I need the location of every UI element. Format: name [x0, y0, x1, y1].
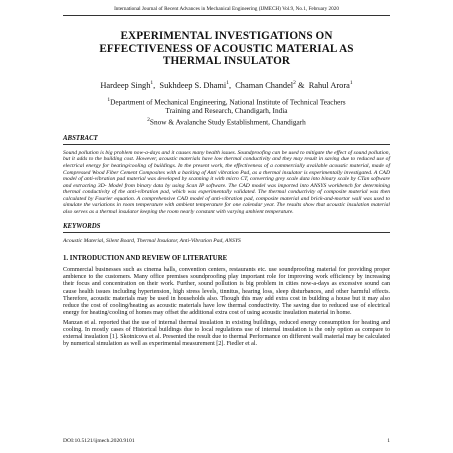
affiliations	[63, 96, 390, 127]
author-name: Chaman Chandel	[235, 80, 294, 90]
abstract-rule	[63, 144, 390, 145]
abstract-text: Sound pollution is big problem now-a-days and it causes many health issues. Soundproofing can be used to mitigate the effect of sound pollution, but it adds to the building cost. However, acoustic materials have low thermal conductivity and they may result in saving due to reduced use of electrical energy for heating/cooling of buildings. In the present work, the effectiveness of a commercially available acoustic material, made of Compressed Wood Fiber Cement Composites with a backing of Anti vibration Pad, as a thermal insulator is experimentally investigated. A CAD model of anti-vibration pad material was developed by scanning it with micro CT, converting grey scale data into binary scale by CTan software and extracting 3D- Model from binary data by using Scan IP software. The CAD model was imported into ANSYS workbench for determining thermal conductivity of the anti-vibration pad, which was experimentally validated. The thermal conductivity of composite material was then calculated by Fourier equation. A comprehensive CAD model of anti-vibration pad, composite material and brick-and-mortar wall was used to simulate the variations in room temperature with ambient temperature for one calendar year. The results show that acoustic insulation material also serves as a thermal insulator keeping the room nearly constant with varying ambient temperature.	[63, 149, 390, 215]
abstract-heading: ABSTRACT	[63, 134, 98, 142]
affiliation-2: $^2$Snow & Avalanche Study Establishment, Chandigarh	[147, 116, 306, 127]
author-affiliation-mark: 1	[226, 79, 229, 86]
introduction-heading: 1. INTRODUCTION AND REVIEW OF LITERATURE	[63, 255, 228, 263]
title-line-3: THERMAL INSULATOR	[162, 55, 291, 67]
title-line-2: EFFECTIVENESS OF ACOUSTIC MATERIAL AS	[99, 42, 354, 55]
introduction-body	[63, 267, 390, 348]
author-affiliation-mark: 2	[293, 79, 296, 86]
affiliation-1: $^1$Department of Mechanical Engineering, National Institute of Technical Teachers	[107, 97, 346, 107]
author-name: Hardeep Singh	[100, 80, 151, 90]
paragraph: Commercial businesses such as cinema halls, convention centers, restaurants etc. use soundproofing material for providing proper ambience to the customers. Many office premises soundproofing play important role for improving work efficiency by increasing their focus and concentration on their work. Further, sound pollution is big problem in cities now-a-days as excessive sound can cause health issues including hypertension, high stress levels, tinnitus, hearing loss, sleep disturbances, and other harmful effects. Therefore, acoustic materials may be used in households also. Though this may add extra cost in building a house but it may also reduce the cost of cooling/heating as acoustic materials have low thermal conductivity. The saving due to reduced use of electrical energy for heating/cooling of homes may offset the additional extra cost of using acoustic insulation material in home.	[63, 267, 390, 316]
author-affiliation-mark: 1	[150, 79, 154, 86]
keywords-rule	[63, 232, 390, 233]
author-affiliation-mark: 1	[349, 79, 353, 86]
page-footer	[63, 438, 390, 444]
paragraph: Manzan et al. reported that the use of internal thermal insulation in existing buildings, reduced energy consumption for heating and cooling. In mostly cases of Historical buildings due to local regulations use of internal insulation is the only option as compare to external insulation [1]. Skotnicova et al. Presented the result due to thermal Performance on different wall material may be calculated by numerical simulation as well as experimental measurement [2]. Fiedler et al.	[63, 319, 390, 347]
keywords-text: Acoustic Material, Silent Board, Thermal Insulator, Anti-Vibration Pad, ANSYS	[63, 238, 241, 245]
author-separator: ,	[153, 80, 158, 90]
author-separator: ,	[228, 80, 234, 90]
keywords-heading: KEYWORDS	[63, 223, 101, 231]
author-list	[63, 78, 390, 91]
author-separator: &	[295, 80, 307, 90]
title-line-1: EXPERIMENTAL INVESTIGATIONS ON	[120, 30, 333, 42]
author-name: Sukhdeep S. Dhami	[159, 80, 227, 90]
page-number: 1	[387, 438, 390, 444]
paper-title	[63, 30, 390, 68]
doi-link[interactable]: DOI:10.5121/ijmech.2020.9101	[63, 438, 135, 444]
journal-header: International Journal of Recent Advances in Mechanical Engineering (IJMECH) Vol.9, No.1, February 2020	[63, 6, 390, 16]
affiliation-1-cont: Training and Research, Chandigarh, India	[165, 106, 288, 116]
author-name: Rahul Arora	[308, 80, 350, 90]
